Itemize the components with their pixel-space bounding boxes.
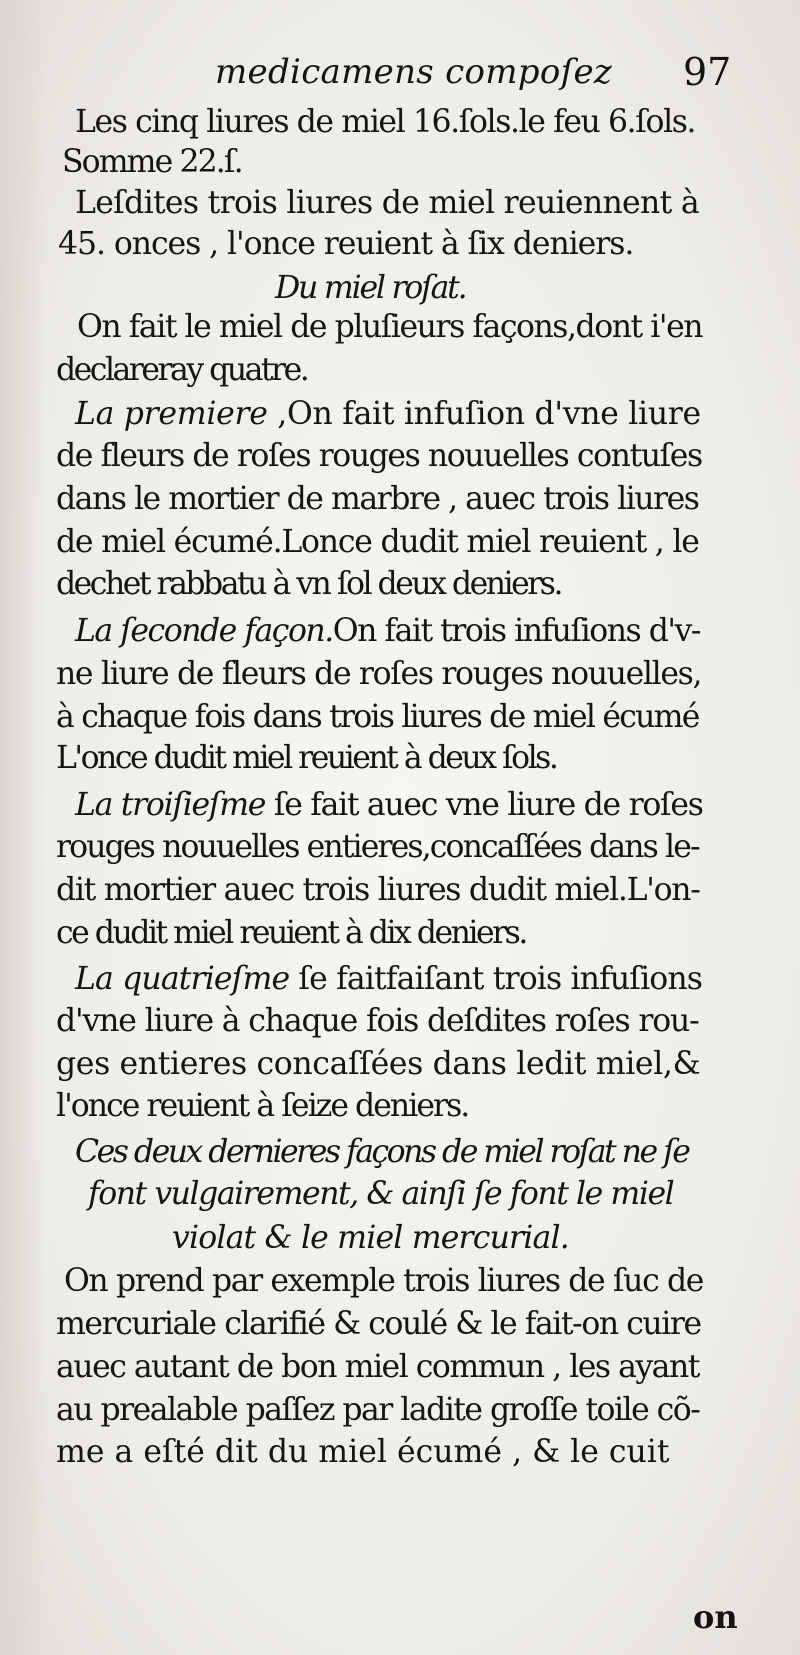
page-number: 97 — [683, 50, 732, 94]
text-line — [56, 738, 557, 778]
text-segment: ges entieres concaſſées dans ledit miel,& — [56, 1046, 701, 1082]
text-line — [58, 224, 633, 264]
text-segment: dit mortier auec trois liures dudit miel.L'on- — [56, 872, 700, 908]
page-edge-shadow — [0, 0, 46, 1655]
text-segment: me a eſté dit du miel écumé , & le cuit — [56, 1434, 670, 1470]
text-segment: On prend par exemple trois liures de ſuc de — [64, 1263, 703, 1299]
text-segment: dechet rabbatu à vn ſol deux deniers. — [56, 566, 561, 602]
text-segment: ne liure de fleurs de roſes rouges nouuelles, — [56, 656, 702, 692]
text-line — [56, 654, 702, 694]
text-segment: ſe fait auec vne liure de roſes — [265, 787, 703, 823]
text-line — [56, 1001, 699, 1041]
italic-segment: La quatrieſme — [75, 961, 290, 997]
text-segment: d'vne liure à chaque fois deſdites roſes rou- — [56, 1003, 699, 1039]
text-segment: à chaque fois dans trois liures de miel écumé — [56, 699, 699, 735]
text-segment: ,On fait infuſion d'vne liure — [267, 396, 701, 432]
text-line — [56, 1390, 699, 1430]
text-line — [56, 827, 699, 867]
text-segment: auec autant de bon miel commun , les ayant — [56, 1349, 699, 1385]
text-segment: Leſdites trois liures de miel reuiennent à — [75, 185, 699, 221]
text-segment: l'once reuient à ſeize deniers. — [56, 1088, 469, 1124]
italic-segment: Ces deux dernieres façons de miel roſat ne ſe — [75, 1134, 689, 1170]
text-segment: mercuriale clarifié & coulé & le fait-on cuire — [56, 1306, 701, 1342]
text-line — [88, 1174, 673, 1214]
text-segment: On fait trois infuſions d'v- — [332, 613, 701, 649]
text-line — [56, 1347, 699, 1387]
text-line — [56, 870, 699, 910]
text-line — [56, 436, 702, 476]
text-line — [275, 268, 465, 308]
italic-segment: violat & le miel mercurial. — [172, 1220, 569, 1256]
text-line — [56, 564, 561, 604]
text-segment: declareray quatre. — [56, 352, 308, 388]
text-line — [172, 1218, 567, 1258]
text-segment: Les cinq liures de miel 16.ſols.le feu 6.ſols. — [75, 104, 696, 140]
text-line — [75, 394, 700, 434]
text-line — [56, 1044, 699, 1084]
text-line — [75, 959, 703, 999]
text-line — [56, 522, 699, 562]
text-line — [64, 1261, 702, 1301]
text-line — [75, 183, 697, 223]
text-line — [56, 350, 308, 390]
text-line — [75, 785, 703, 825]
text-line — [56, 1086, 469, 1126]
text-line — [56, 1304, 699, 1344]
italic-segment: La premiere — [75, 396, 268, 432]
text-line — [56, 479, 699, 519]
text-segment: au prealable paſſez par ladite groſſe toile cõ- — [56, 1392, 700, 1428]
running-head: medicamens compoſez — [215, 52, 613, 92]
text-segment: Somme 22.ſ. — [62, 144, 242, 180]
text-segment: 45. onces , l'once reuient à ſix deniers. — [58, 226, 634, 262]
text-segment: dans le mortier de marbre , auec trois liures — [56, 481, 699, 517]
text-line — [56, 1432, 699, 1472]
text-segment: ſe faitfaiſant trois infuſions — [289, 961, 703, 997]
text-segment: On fait le miel de pluſieurs façons,dont i'en — [77, 309, 703, 345]
text-line — [75, 102, 695, 142]
text-segment: de fleurs de roſes rouges nouuelles contuſes — [56, 438, 702, 474]
text-segment: de miel écumé.Lonce dudit miel reuient , le — [56, 524, 699, 560]
text-line — [75, 1132, 689, 1172]
text-segment: L'once dudit miel reuient à deux ſols. — [56, 740, 557, 776]
text-segment: rouges nouuelles entieres,concaſſées dans le- — [56, 829, 699, 865]
text-line — [77, 307, 702, 347]
catchword: on — [693, 1598, 738, 1636]
italic-segment: La ſeconde façon. — [75, 613, 333, 649]
italic-segment: font vulgairement, & ainſi ſe font le miel — [88, 1176, 674, 1212]
text-line — [56, 697, 699, 737]
italic-segment: Du miel roſat. — [275, 270, 466, 306]
italic-segment: La troiſieſme — [75, 787, 266, 823]
text-segment: ce dudit miel reuient à dix deniers. — [56, 915, 526, 951]
text-line — [75, 611, 700, 651]
text-line — [56, 913, 526, 953]
text-line — [62, 142, 242, 182]
